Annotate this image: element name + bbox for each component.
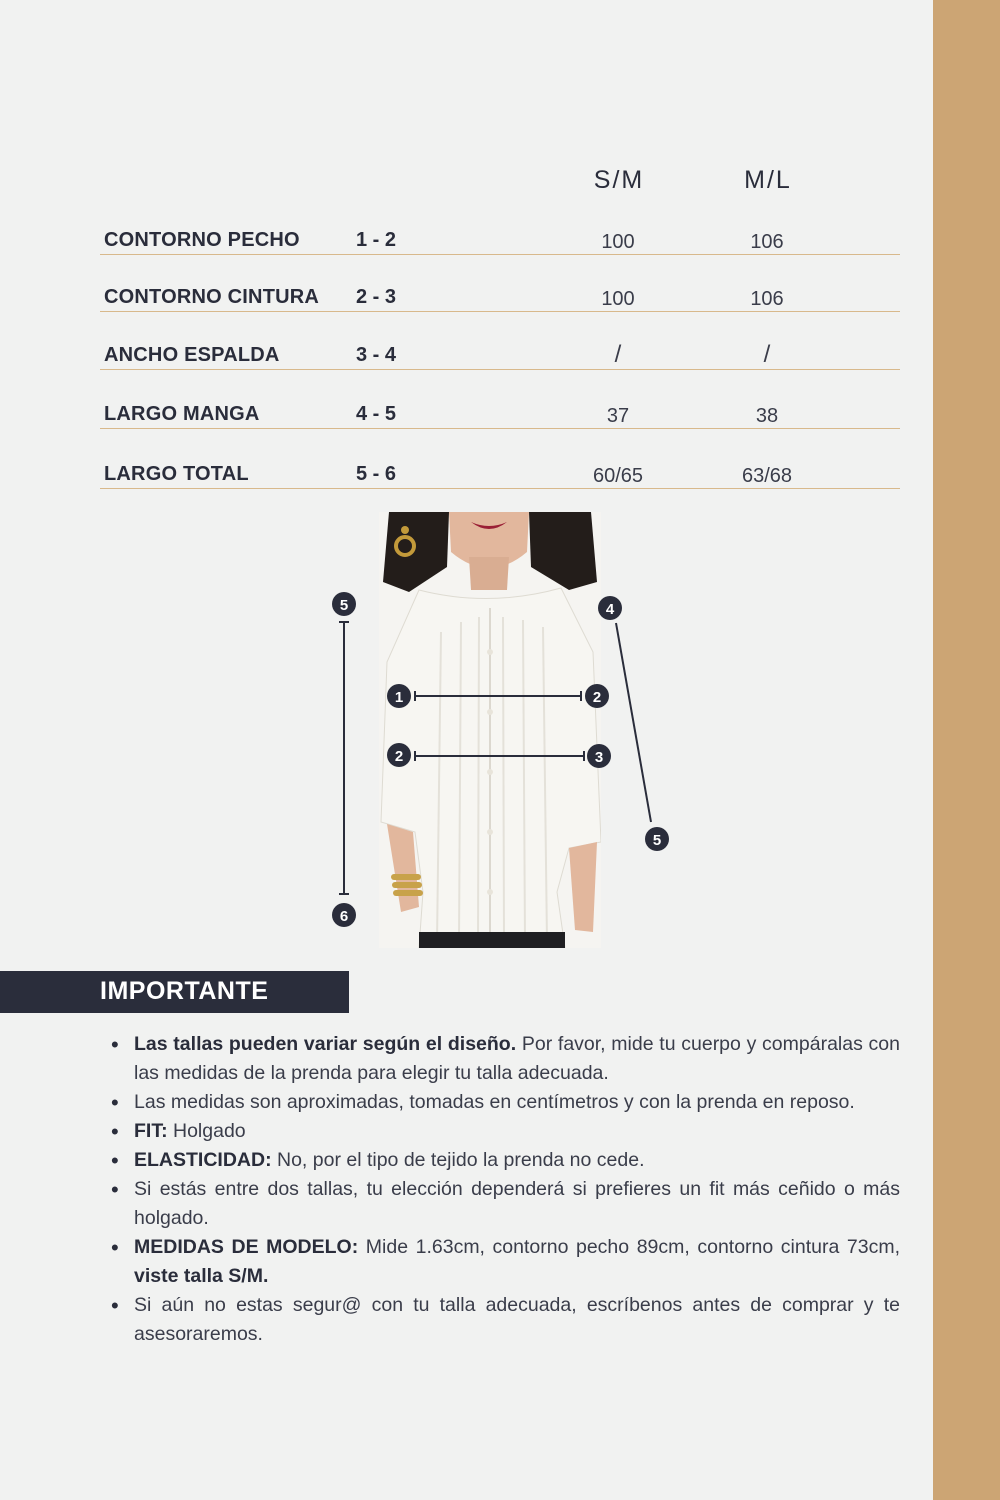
svg-text:3: 3: [594, 749, 604, 766]
measure-label: LARGO MANGA: [104, 403, 260, 425]
size-header-sm: S/M: [593, 166, 645, 194]
table-row: [100, 448, 900, 489]
marker-5-top: [332, 592, 356, 616]
value-sm: 37: [606, 405, 630, 427]
marker-5-sleeve: [645, 827, 669, 851]
table-row: [100, 329, 900, 370]
measure-label: LARGO TOTAL: [104, 463, 249, 485]
list-item: • MEDIDAS DE MODELO: Mide 1.63cm, contorno pecho 89cm, contorno cintura 73cm, viste talla S/M.: [105, 1233, 900, 1291]
marker-6: [332, 903, 356, 927]
value-ml: /: [763, 341, 771, 368]
value-sm: 100: [601, 231, 635, 253]
value-ml: 106: [750, 288, 784, 310]
measure-range: 4 - 5: [356, 403, 397, 425]
list-item: • Si aún no estas segur@ con tu talla adecuada, escríbenos antes de comprar y te asesoraremos.: [105, 1291, 900, 1349]
svg-text:5: 5: [339, 597, 349, 614]
size-header-ml: M/L: [744, 166, 792, 194]
measure-range: 1 - 2: [356, 229, 397, 251]
list-item: • Las medidas son aproximadas, tomadas en centímetros y con la prenda en reposo.: [105, 1088, 900, 1117]
value-ml: 38: [755, 405, 779, 427]
svg-text:2: 2: [592, 689, 602, 706]
svg-text:2: 2: [394, 748, 404, 765]
marker-2-waist: [387, 743, 411, 767]
list-item: • Las tallas pueden variar según el diseño. Por favor, mide tu cuerpo y compáralas con las medidas de la prenda para elegir tu talla adecuada.: [105, 1030, 900, 1088]
measure-label: CONTORNO PECHO: [104, 229, 300, 251]
marker-1: [387, 684, 411, 708]
important-list: [105, 1030, 900, 1349]
value-ml: 106: [750, 231, 784, 253]
list-item: • ELASTICIDAD: No, por el tipo de tejido la prenda no cede.: [105, 1146, 900, 1175]
list-item: • FIT: Holgado: [105, 1117, 900, 1146]
measure-range: 3 - 4: [356, 344, 397, 366]
svg-text:5: 5: [652, 832, 662, 849]
value-sm: /: [614, 341, 622, 368]
marker-3: [587, 744, 611, 768]
measure-range: 5 - 6: [356, 463, 397, 485]
measure-label: CONTORNO CINTURA: [104, 286, 320, 308]
measure-label: ANCHO ESPALDA: [104, 344, 280, 366]
measure-range: 2 - 3: [356, 286, 397, 308]
table-row: [100, 388, 900, 429]
svg-text:1: 1: [394, 689, 404, 706]
marker-4: [598, 596, 622, 620]
side-color-band: [933, 0, 1000, 1500]
table-row: [100, 271, 900, 312]
marker-2-chest: [585, 684, 609, 708]
list-item: • Si estás entre dos tallas, tu elección dependerá si prefieres un fit más ceñido o más holgado.: [105, 1175, 900, 1233]
table-row: [100, 214, 900, 255]
value-sm: 100: [601, 288, 635, 310]
svg-text:6: 6: [339, 908, 349, 925]
svg-text:4: 4: [605, 601, 615, 618]
important-title: IMPORTANTE: [100, 977, 269, 1005]
measurement-figure: [320, 510, 680, 950]
value-ml: 63/68: [741, 465, 793, 487]
value-sm: 60/65: [592, 465, 644, 487]
